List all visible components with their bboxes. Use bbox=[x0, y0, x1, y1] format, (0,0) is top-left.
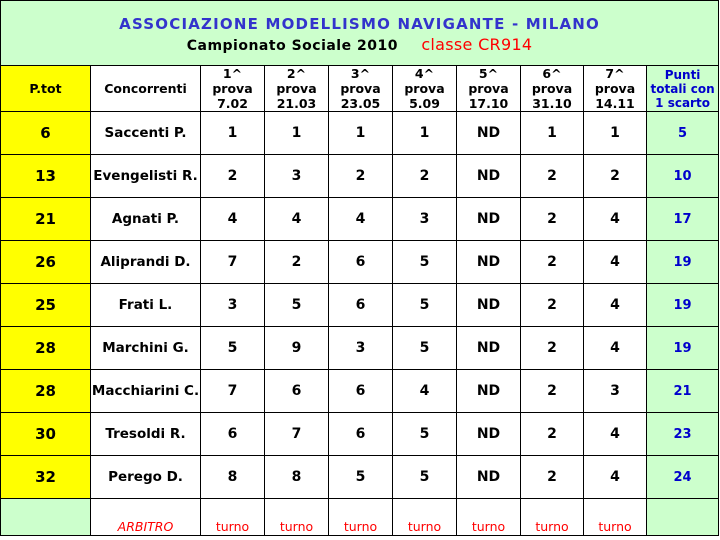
score-cell: 1 bbox=[265, 112, 329, 155]
score-cell: 5 bbox=[329, 456, 393, 499]
score-cell: 4 bbox=[265, 198, 329, 241]
table-row bbox=[1, 327, 719, 370]
ptot-cell: 32 bbox=[1, 456, 91, 499]
ptot-cell: 13 bbox=[1, 155, 91, 198]
score-cell: 6 bbox=[329, 284, 393, 327]
round-header-date: 5.09 bbox=[409, 96, 440, 111]
competitor-name: Marchini G. bbox=[91, 327, 201, 370]
ptot-cell: 25 bbox=[1, 284, 91, 327]
competitor-name: Perego D. bbox=[91, 456, 201, 499]
round-header-1 bbox=[201, 66, 265, 112]
score-cell: ND bbox=[457, 456, 521, 499]
score-cell: 6 bbox=[329, 370, 393, 413]
score-cell: 6 bbox=[329, 413, 393, 456]
punti-cell: 17 bbox=[647, 198, 719, 241]
score-cell: 2 bbox=[521, 155, 584, 198]
punti-cell: 19 bbox=[647, 327, 719, 370]
score-cell: 2 bbox=[521, 198, 584, 241]
score-cell: 4 bbox=[201, 198, 265, 241]
score-cell: 1 bbox=[329, 112, 393, 155]
referee-turn: turno bbox=[279, 519, 314, 534]
ptot-cell: 30 bbox=[1, 413, 91, 456]
referee-turn-cell bbox=[457, 499, 521, 536]
score-cell: 5 bbox=[393, 413, 457, 456]
competitor-name: Macchiarini C. bbox=[91, 370, 201, 413]
score-cell: 4 bbox=[584, 456, 647, 499]
round-header-date: 7.02 bbox=[217, 96, 248, 111]
score-cell: 5 bbox=[393, 456, 457, 499]
score-cell: ND bbox=[457, 370, 521, 413]
score-cell: 8 bbox=[265, 456, 329, 499]
title-row bbox=[1, 1, 719, 66]
punti-header-line: Punti bbox=[664, 67, 701, 82]
ptot-cell: 6 bbox=[1, 112, 91, 155]
score-cell: 2 bbox=[521, 284, 584, 327]
score-cell: ND bbox=[457, 284, 521, 327]
score-cell: 2 bbox=[329, 155, 393, 198]
punti-cell: 21 bbox=[647, 370, 719, 413]
score-cell: 3 bbox=[329, 327, 393, 370]
competitor-name: Tresoldi R. bbox=[91, 413, 201, 456]
table-row bbox=[1, 456, 719, 499]
ptot-cell: 28 bbox=[1, 327, 91, 370]
punti-header-line: totali con bbox=[650, 81, 715, 96]
punti-header-line: 1 scarto bbox=[655, 95, 710, 110]
score-cell: 3 bbox=[393, 198, 457, 241]
ptot-header: P.tot bbox=[1, 66, 91, 112]
score-cell: 2 bbox=[521, 241, 584, 284]
competitor-name: Frati L. bbox=[91, 284, 201, 327]
round-header-3 bbox=[329, 66, 393, 112]
organization-title: ASSOCIAZIONE MODELLISMO NAVIGANTE - MILANO bbox=[119, 14, 600, 33]
referee-label: ARBITRO bbox=[117, 519, 174, 534]
round-header-4 bbox=[393, 66, 457, 112]
score-cell: 2 bbox=[521, 327, 584, 370]
referee-row bbox=[1, 499, 719, 536]
score-cell: 4 bbox=[584, 284, 647, 327]
score-cell: 3 bbox=[201, 284, 265, 327]
table-row bbox=[1, 413, 719, 456]
score-cell: 7 bbox=[201, 370, 265, 413]
punti-header bbox=[647, 66, 719, 112]
round-header-word: prova bbox=[468, 81, 509, 96]
round-header-6 bbox=[521, 66, 584, 112]
score-cell: 2 bbox=[584, 155, 647, 198]
round-header-word: prova bbox=[404, 81, 445, 96]
referee-punti-empty bbox=[647, 499, 719, 536]
round-header-2 bbox=[265, 66, 329, 112]
round-header-num: 7^ bbox=[605, 66, 625, 81]
punti-cell: 19 bbox=[647, 284, 719, 327]
round-header-word: prova bbox=[212, 81, 253, 96]
competitors-header: Concorrenti bbox=[91, 66, 201, 112]
referee-turn: turno bbox=[471, 519, 506, 534]
score-cell: ND bbox=[457, 155, 521, 198]
score-cell: 6 bbox=[329, 241, 393, 284]
score-cell: ND bbox=[457, 327, 521, 370]
table-row bbox=[1, 155, 719, 198]
round-header-word: prova bbox=[594, 81, 636, 96]
score-cell: 9 bbox=[265, 327, 329, 370]
score-cell: 4 bbox=[584, 413, 647, 456]
ptot-cell: 28 bbox=[1, 370, 91, 413]
round-header-date: 14.11 bbox=[595, 96, 635, 111]
score-cell: 2 bbox=[521, 456, 584, 499]
championship-name: Campionato Sociale 2010 bbox=[186, 37, 398, 54]
score-cell: 4 bbox=[393, 370, 457, 413]
referee-turn: turno bbox=[215, 519, 250, 534]
round-header-num: 1^ bbox=[222, 66, 243, 81]
referee-turn: turno bbox=[407, 519, 442, 534]
score-cell: 5 bbox=[393, 327, 457, 370]
competitor-name: Evengelisti R. bbox=[91, 155, 201, 198]
referee-turn-cell bbox=[201, 499, 265, 536]
column-header-row bbox=[1, 66, 719, 112]
title-cell bbox=[1, 1, 719, 66]
referee-label-cell bbox=[91, 499, 201, 536]
punti-cell: 19 bbox=[647, 241, 719, 284]
score-cell: ND bbox=[457, 198, 521, 241]
score-cell: 6 bbox=[201, 413, 265, 456]
score-cell: 6 bbox=[265, 370, 329, 413]
round-header-7 bbox=[584, 66, 647, 112]
score-cell: ND bbox=[457, 413, 521, 456]
score-cell: 2 bbox=[393, 155, 457, 198]
score-cell: 5 bbox=[393, 241, 457, 284]
round-header-word: prova bbox=[276, 81, 317, 96]
table-row bbox=[1, 284, 719, 327]
ptot-cell: 21 bbox=[1, 198, 91, 241]
round-header-date: 23.05 bbox=[340, 96, 381, 111]
score-cell: 7 bbox=[201, 241, 265, 284]
punti-cell: 23 bbox=[647, 413, 719, 456]
round-header-word: prova bbox=[531, 81, 573, 96]
score-cell: 5 bbox=[393, 284, 457, 327]
score-cell: 2 bbox=[265, 241, 329, 284]
score-cell: 7 bbox=[265, 413, 329, 456]
score-cell: 4 bbox=[329, 198, 393, 241]
referee-turn: turno bbox=[343, 519, 378, 534]
round-header-date: 21.03 bbox=[276, 96, 317, 111]
referee-turn-cell bbox=[265, 499, 329, 536]
table-row bbox=[1, 112, 719, 155]
score-cell: 1 bbox=[521, 112, 584, 155]
score-cell: 5 bbox=[201, 327, 265, 370]
referee-turn-cell bbox=[393, 499, 457, 536]
round-header-num: 5^ bbox=[478, 66, 499, 81]
score-cell: 8 bbox=[201, 456, 265, 499]
score-cell: 2 bbox=[521, 413, 584, 456]
score-cell: 3 bbox=[584, 370, 647, 413]
referee-turn-cell bbox=[329, 499, 393, 536]
score-cell: 4 bbox=[584, 241, 647, 284]
round-header-num: 6^ bbox=[542, 66, 562, 81]
punti-cell: 24 bbox=[647, 456, 719, 499]
round-header-num: 2^ bbox=[286, 66, 307, 81]
score-cell: 1 bbox=[201, 112, 265, 155]
score-cell: 2 bbox=[201, 155, 265, 198]
table-row bbox=[1, 370, 719, 413]
punti-cell: 10 bbox=[647, 155, 719, 198]
class-label: classe CR914 bbox=[421, 34, 533, 54]
score-cell: 4 bbox=[584, 327, 647, 370]
round-header-date: 17.10 bbox=[468, 96, 509, 111]
championship-subtitle bbox=[1, 35, 718, 54]
referee-turn: turno bbox=[598, 519, 632, 534]
score-cell: 4 bbox=[584, 198, 647, 241]
score-cell: ND bbox=[457, 112, 521, 155]
punti-cell: 5 bbox=[647, 112, 719, 155]
score-cell: ND bbox=[457, 241, 521, 284]
score-cell: 1 bbox=[393, 112, 457, 155]
round-header-num: 3^ bbox=[350, 66, 371, 81]
ptot-cell: 26 bbox=[1, 241, 91, 284]
score-cell: 5 bbox=[265, 284, 329, 327]
referee-empty-cell bbox=[1, 499, 91, 536]
score-cell: 2 bbox=[521, 370, 584, 413]
score-cell: 1 bbox=[584, 112, 647, 155]
score-cell: 3 bbox=[265, 155, 329, 198]
competitor-name: Agnati P. bbox=[91, 198, 201, 241]
round-header-5 bbox=[457, 66, 521, 112]
referee-turn-cell bbox=[584, 499, 647, 536]
round-header-num: 4^ bbox=[414, 66, 435, 81]
round-header-word: prova bbox=[340, 81, 381, 96]
table-row bbox=[1, 241, 719, 284]
competitor-name: Aliprandi D. bbox=[91, 241, 201, 284]
referee-turn: turno bbox=[535, 519, 569, 534]
table-row bbox=[1, 198, 719, 241]
round-header-date: 31.10 bbox=[532, 96, 572, 111]
competitor-name: Saccenti P. bbox=[91, 112, 201, 155]
referee-turn-cell bbox=[521, 499, 584, 536]
